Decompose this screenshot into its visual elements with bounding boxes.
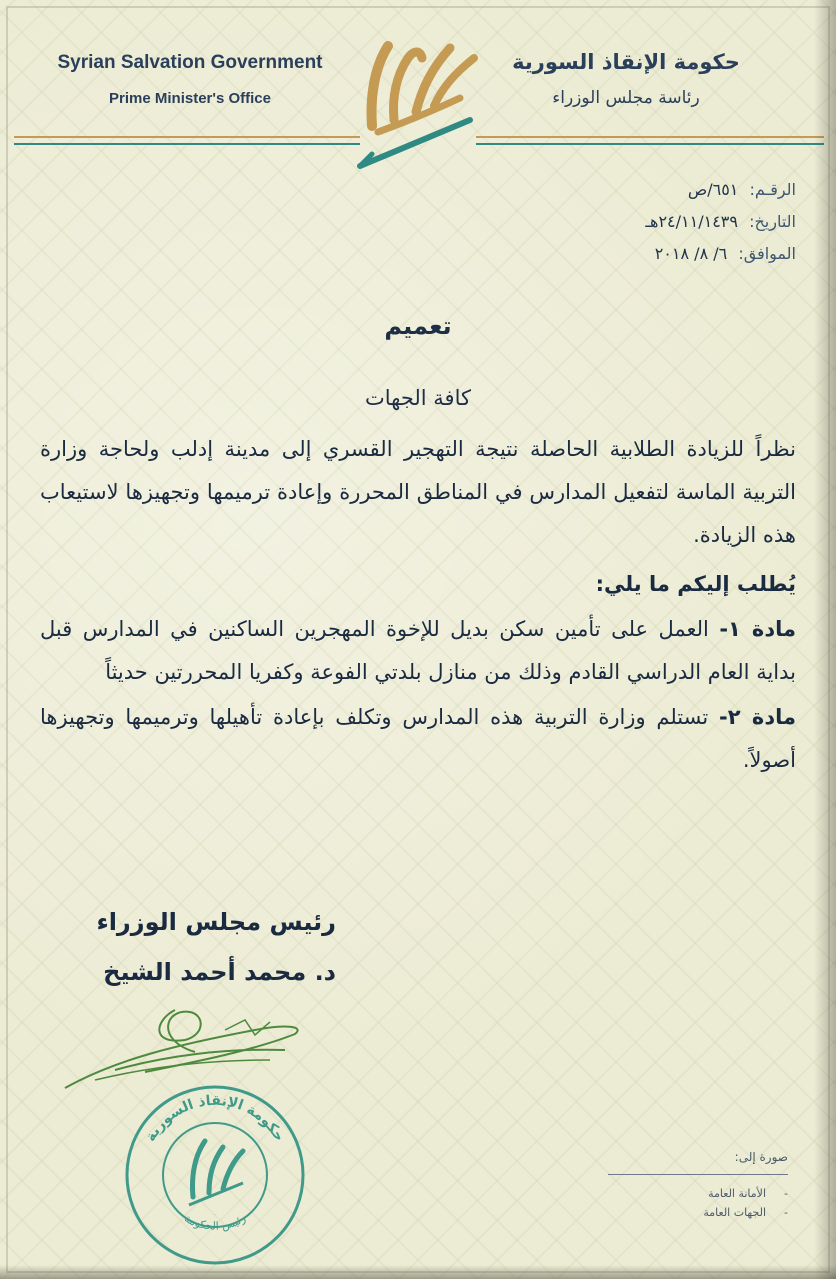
copies-item: -الأمانة العامة [708,1187,788,1200]
reference-number-label: الرقـم: [749,180,796,199]
header-rule-right-gold [476,136,824,138]
article-1 [40,608,796,694]
intro-paragraph: نظراً للزيادة الطلابية الحاصلة نتيجة التهجير القسري إلى مدينة إدلب ولحاجة وزارة التربية الماسة لتفعيل المدارس في المناطق المحررة وإعادة ترميمها وتجهيزها لاستيعاب هذه الزيادة. [40,437,796,547]
article-2 [40,696,796,782]
copies-section [548,1150,788,1225]
reference-date [536,212,796,231]
seal-icon [115,1075,315,1275]
seal-ring-text: حكومة الإنقاذ السورية [142,1092,288,1145]
header-rule-left-gold [14,136,360,138]
reference-number [536,180,796,199]
seal-center-text: سوريا [213,1215,217,1216]
header-english-subtitle: Prime Minister's Office [109,90,271,107]
article-1-text: العمل على تأمين سكن بديل للإخوة المهجرين الساكنين في المدارس قبل بداية العام الدراسي القادم وذلك من منازل بلدتي الفوعة وكفريا المحررتين حديثاً [40,617,796,684]
reference-number-value: ٦٥١/ص [687,180,739,199]
header-arabic-title: حكومة الإنقاذ السورية [512,50,740,74]
official-seal [115,1075,315,1275]
scan-bottom-shadow [0,1265,836,1279]
header-english-title: Syrian Salvation Government [57,52,323,73]
header-arabic-subtitle: رئاسة مجلس الوزراء [552,88,700,108]
request-line: يُطلب إليكم ما يلي: [595,572,796,596]
reference-corresponding-label: الموافق: [738,244,796,263]
header-rule-left-teal [14,143,360,145]
signatory-title: رئيس مجلس الوزراء [96,908,336,936]
article-1-label: مادة ١- [719,617,796,641]
copies-title: صورة إلى: [734,1150,788,1164]
header-rule-right-teal [476,143,824,145]
reference-corresponding-value: ٦/ ٨/ ٢٠١٨ [654,244,728,263]
addressee-line: كافة الجهات [364,386,471,410]
reference-date-label: التاريخ: [749,212,796,231]
reference-date-value: ٢٤/١١/١٤٣٩هـ [645,212,738,231]
article-2-text: تستلم وزارة التربية هذه المدارس وتكلف بإعادة تأهيلها وترميمها وتجهيزها أصولاً. [40,705,796,772]
circular-title: تعميم [384,312,452,340]
logo-text: سوريا [418,146,422,147]
government-logo [350,28,490,173]
logo-emblem-icon [350,28,490,173]
signatory-name: د. محمد أحمد الشيخ [103,958,336,986]
copies-divider [608,1174,788,1175]
document-body [40,428,796,782]
reference-corresponding [536,244,796,263]
copies-item: -الجهات العامة [703,1206,788,1219]
article-2-label: مادة ٢- [718,705,796,729]
seal-bottom-text: رئيس الحكومة [182,1211,248,1233]
svg-text:حكومة الإنقاذ السورية [143,1093,288,1145]
scan-edge-shadow [814,0,836,1279]
